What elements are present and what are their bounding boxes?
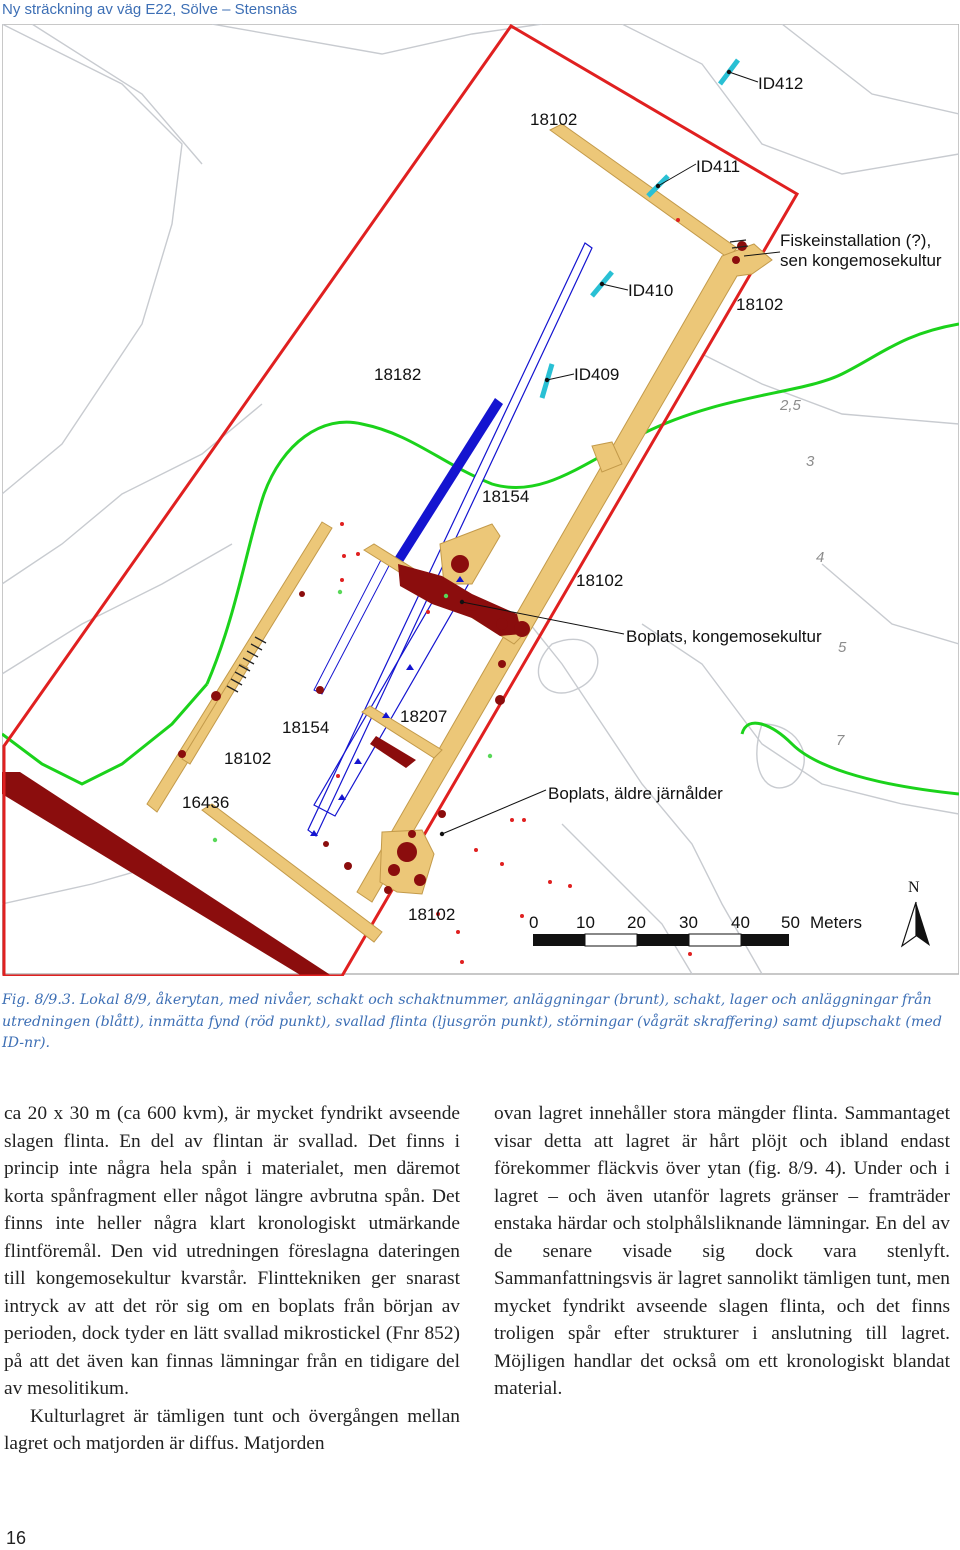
figure-caption: Fig. 8/9.3. Lokal 8/9, åkerytan, med nivåer, schakt och schaktnummer, anläggningar (brunt), schakt, lager och anläggningar från utredningen (blått), inmätta fynd (röd punkt), svallad flinta (ljusgrön punkt), störningar (vågrät skraffering) samt djupschakt (med ID-nr). [2, 992, 942, 1051]
scale-tick-30: 30 [679, 913, 698, 932]
running-header: Ny sträckning av väg E22, Sölve – Stensnäs [2, 1, 298, 18]
label-16436: 16436 [182, 793, 230, 812]
label-18207: 18207 [400, 707, 448, 726]
contour-label-7: 7 [836, 732, 845, 749]
label-id409: ID409 [574, 365, 620, 384]
label-18102-mid: 18102 [736, 295, 784, 314]
label-18182: 18182 [374, 365, 422, 384]
body-paragraph: Kulturlagret är tämligen tunt och övergången mellan lagret och matjorden är diffus. Matjorden [4, 1405, 460, 1454]
scale-tick-50: 50 [781, 913, 800, 932]
scale-tick-40: 40 [731, 913, 750, 932]
label-id410: ID410 [628, 281, 674, 300]
body-column-right [494, 1100, 950, 1403]
label-boplats-jarnalder: Boplats, äldre järnålder [548, 784, 723, 803]
label-18102-left: 18102 [224, 749, 272, 768]
label-18102-top: 18102 [530, 110, 578, 129]
map-frame [2, 24, 959, 974]
contour-label-3: 3 [806, 453, 815, 470]
scale-tick-0: 0 [529, 913, 539, 932]
site-map [2, 24, 959, 976]
label-fiske-1: Fiskeinstallation (?), [780, 231, 932, 250]
label-id412: ID412 [758, 74, 804, 93]
body-paragraph: ovan lagret innehåller stora mängder flinta. Sammantaget visar detta att lagret är hårt plöjt och ibland endast förekommer fläckvis över ytan (fig. 8/9. 4). Under och i lagret – och även utanför lagrets gränser – framträder enstaka härdar och stolphålsliknande lämningar. En del av de senare visade sig dock vara stenlyft. Sammanfattningsvis är lagret sannolikt tämligen tunt, men mycket fyndrikt avseende slagen flinta, och det finns troligen spår efter strukturer i anslutning till lagret. Möjligen handlar det också om ett kronologiskt blandat material. [494, 1103, 950, 1399]
body-column-left [4, 1100, 460, 1458]
label-boplats-kongemose: Boplats, kongemosekultur [626, 627, 822, 646]
body-paragraph: ca 20 x 30 m (ca 600 kvm), är mycket fyndrikt avseende slagen flinta. En del av flintan är svallad. Det finns i princip inte några hela spån i materialet, men däremot korta spånfragment eller något längre avbrutna spån. Det finns inte heller några klart kronologiskt utmärkande flintföremål. Den vid utredningen föreslagna dateringen till kongemosekultur kvarstår. Flinttekniken ger snarast intryck av att det rör sig om en boplats från början av perioden, dock tyder en lätt svallad mikrostickel (Fnr 852) på att det även kan finnas lämningar från en tidigare del av mesolitikum. [4, 1103, 460, 1399]
label-18154-left: 18154 [282, 718, 330, 737]
page-number: 16 [6, 1528, 27, 1548]
contour-label-4: 4 [816, 549, 825, 566]
label-id411: ID411 [696, 157, 741, 176]
north-label: N [908, 879, 920, 896]
scale-unit: Meters [810, 913, 862, 932]
label-fiske-2: sen kongemosekultur [780, 251, 942, 270]
label-18102-bottom: 18102 [408, 905, 456, 924]
scale-tick-10: 10 [576, 913, 595, 932]
contour-label-2-5: 2,5 [780, 397, 801, 414]
label-18154-top: 18154 [482, 487, 530, 506]
label-18102-center: 18102 [576, 571, 624, 590]
contour-label-5: 5 [838, 639, 847, 656]
scale-tick-20: 20 [627, 913, 646, 932]
